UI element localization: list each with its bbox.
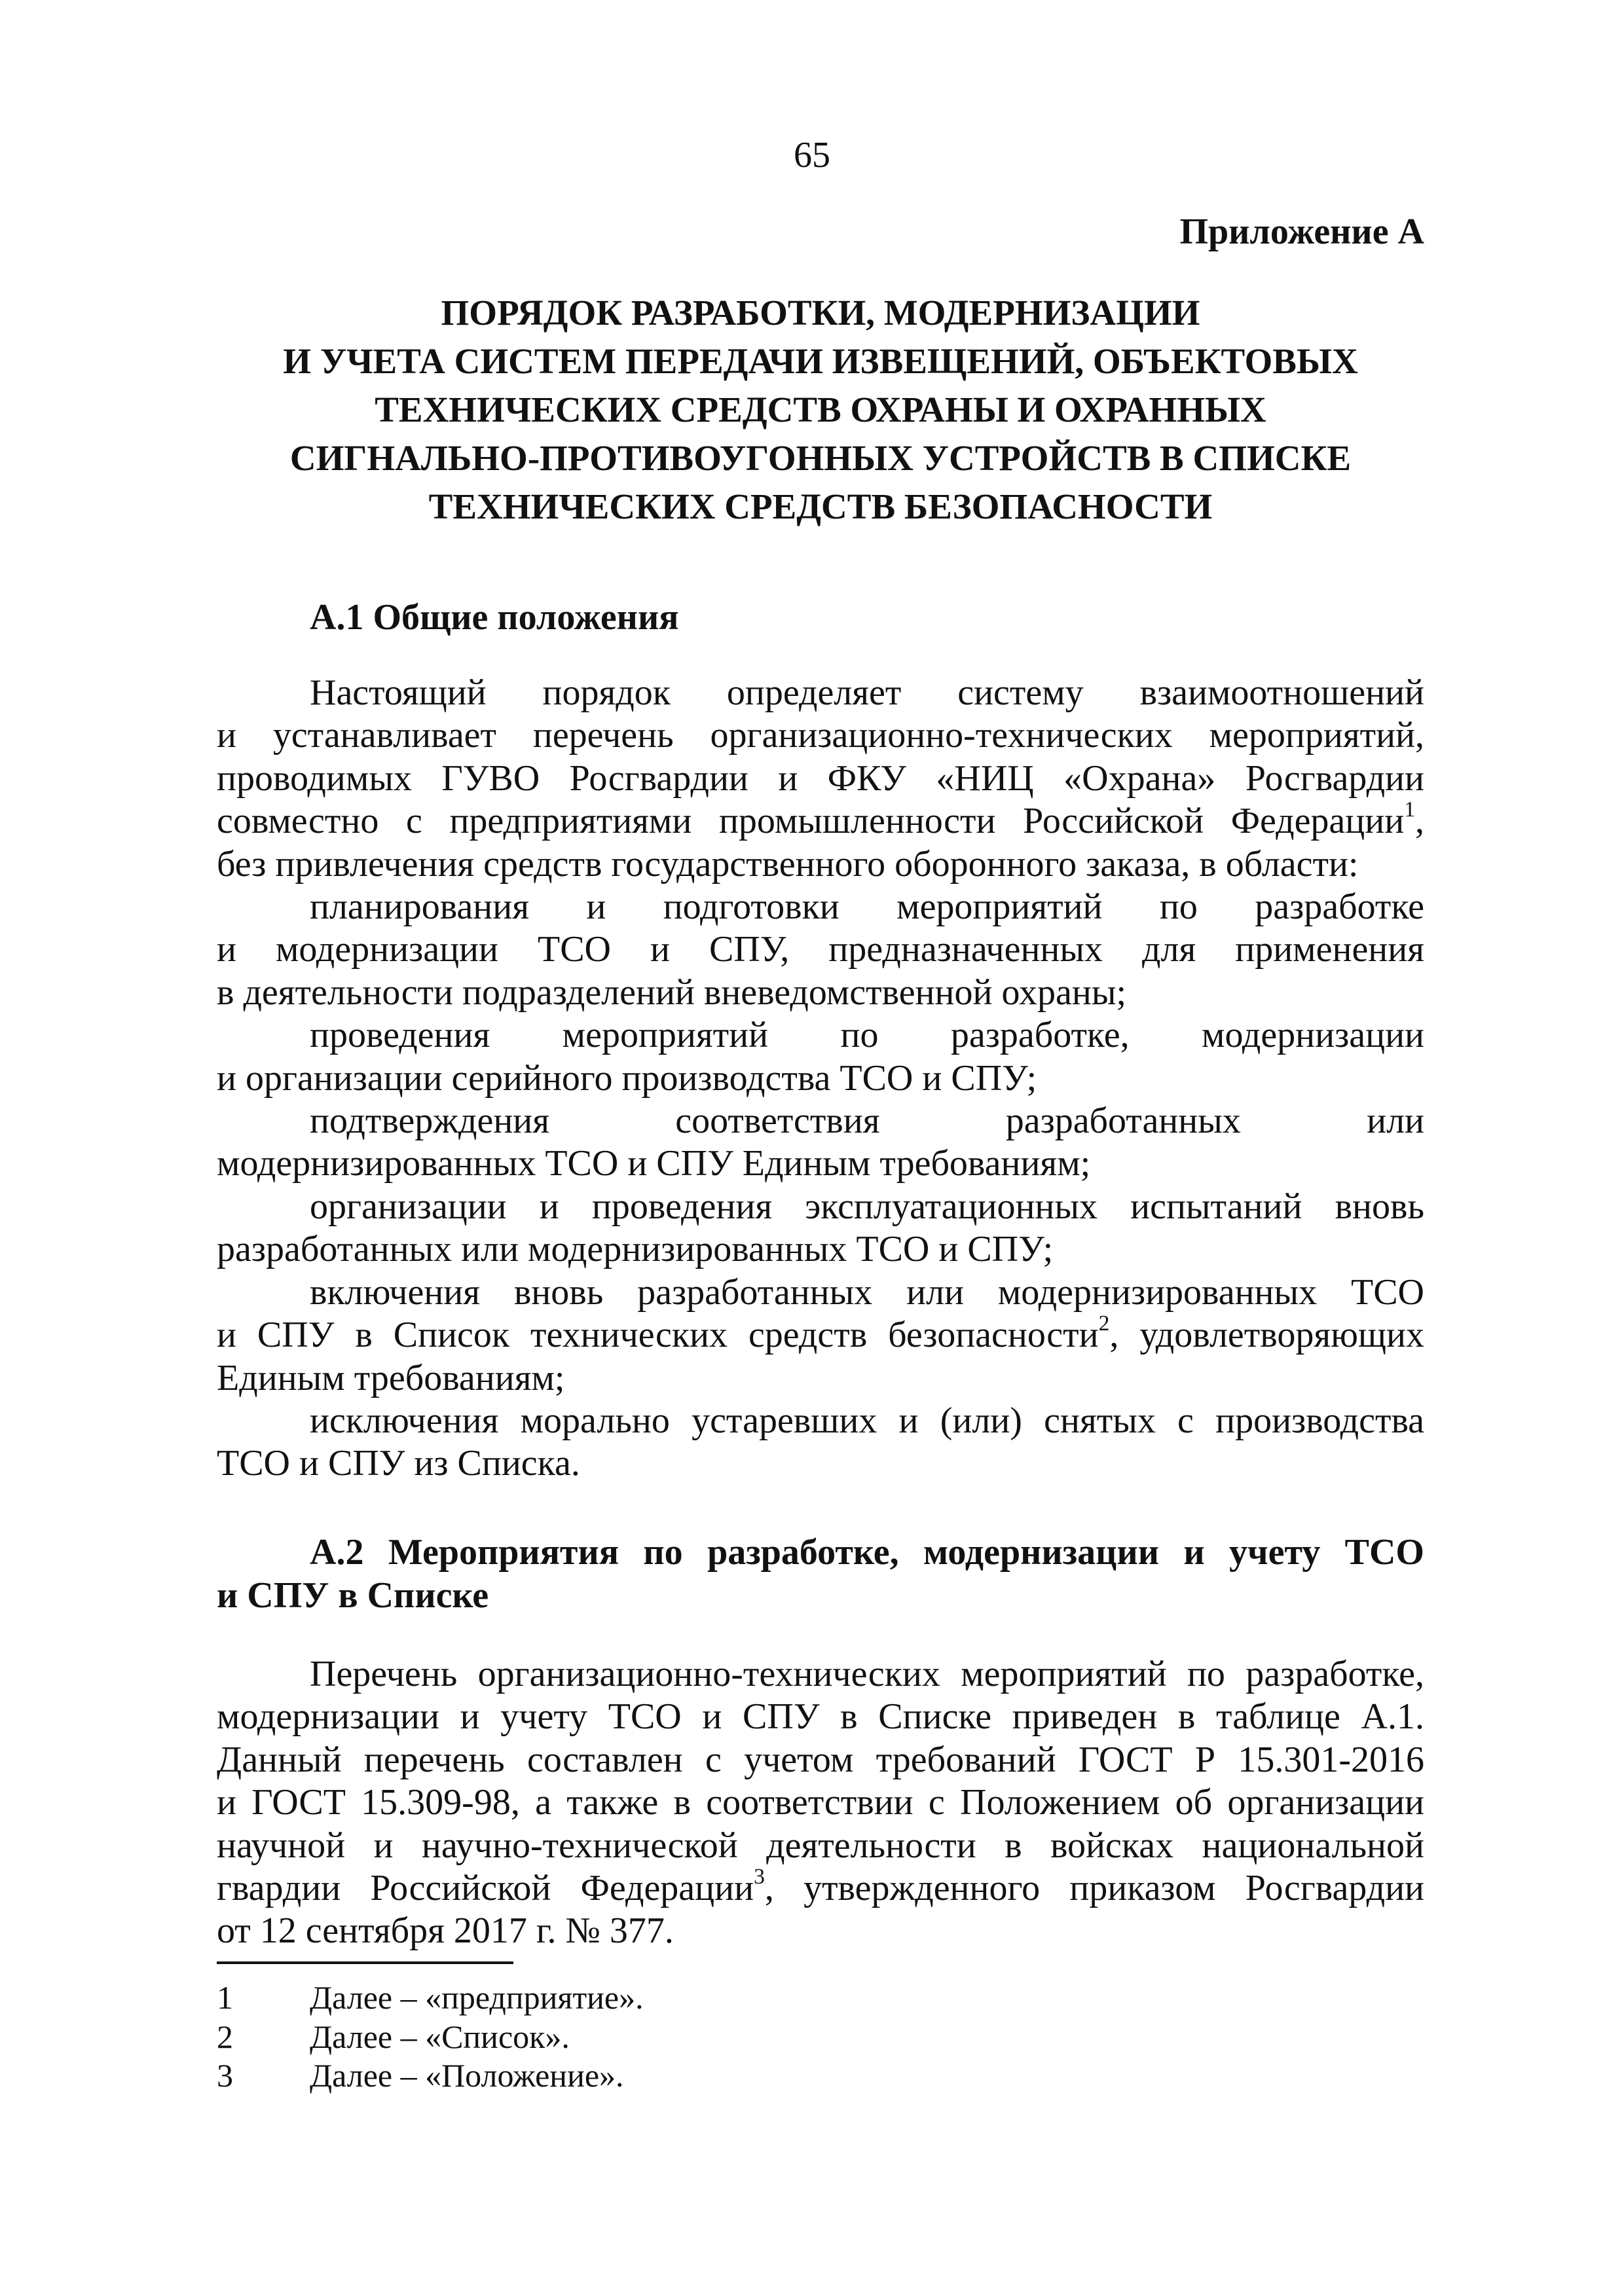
footnote-text: Далее – «Положение». — [310, 2057, 624, 2094]
text-line — [217, 1186, 1424, 1228]
footnote-separator — [217, 1961, 513, 1964]
text-line — [217, 1228, 1424, 1271]
footnote-text: Далее – «Список». — [310, 2018, 570, 2055]
appendix-label: Приложение А — [1179, 211, 1424, 252]
section-heading-a2 — [217, 1531, 1424, 1617]
text-segment: Перечень организационно-технических мероприятий по разработке, — [310, 1654, 1424, 1694]
text-segment: и устанавливает перечень организационно-технических мероприятий, — [217, 715, 1424, 756]
text-line — [217, 1864, 1425, 1910]
text-segment: подтверждения соответствия разработанных или — [310, 1101, 1424, 1142]
text-line — [217, 714, 1424, 757]
text-line — [217, 1100, 1424, 1142]
heading-line: А.2 Мероприятия по разработке, модернизации и учету ТСО — [310, 1532, 1424, 1573]
text-segment: и модернизации ТСО и СПУ, предназначенных для применения — [217, 929, 1424, 970]
text-line — [217, 1400, 1424, 1442]
footnotes — [217, 1978, 644, 2096]
footnote — [217, 1978, 644, 2018]
text-segment: проведения мероприятий по разработке, модернизации — [310, 1015, 1424, 1056]
heading-line: и СПУ в Списке — [217, 1575, 489, 1616]
text-line — [217, 886, 1424, 928]
text-line — [217, 1739, 1424, 1781]
text-line — [217, 1142, 1424, 1185]
footnote-reference: 1 — [1404, 797, 1415, 822]
text-segment: исключения морально устаревших и (или) снятых с производства — [310, 1400, 1424, 1441]
text-line — [217, 1057, 1424, 1100]
title-line: СИГНАЛЬНО-ПРОТИВОУГОННЫХ УСТРОЙСТВ В СПИСКЕ — [289, 438, 1352, 478]
text-segment: планирования и подготовки мероприятий по разработке — [310, 886, 1424, 928]
document-title — [217, 289, 1424, 531]
text-segment: Данный перечень составлен с учетом требований ГОСТ Р 15.301-2016 — [217, 1739, 1424, 1780]
text-segment: гвардии Российской Федерации — [217, 1868, 754, 1909]
footnote-reference: 3 — [754, 1864, 765, 1889]
text-segment: ТСО и СПУ из Списка. — [217, 1443, 580, 1484]
text-line — [217, 797, 1424, 843]
footnote-reference: 2 — [1098, 1311, 1110, 1336]
footnote-text: Далее – «предприятие». — [310, 1979, 644, 2016]
text-segment: модернизированных ТСО и СПУ Единым требованиям; — [217, 1143, 1091, 1184]
text-line — [217, 757, 1424, 800]
title-line: ТЕХНИЧЕСКИХ СРЕДСТВ ОХРАНЫ И ОХРАННЫХ — [375, 390, 1266, 429]
text-line — [217, 1653, 1424, 1696]
text-line — [217, 1014, 1424, 1057]
text-segment: без привлечения средств государственного оборонного заказа, в области: — [217, 843, 1359, 884]
text-segment: проводимых ГУВО Росгвардии и ФКУ «НИЦ «Охрана» Росгвардии — [217, 757, 1424, 799]
text-segment: в деятельности подразделений вневедомственной охраны; — [217, 972, 1127, 1013]
section-a1-body — [217, 672, 1424, 1485]
section-a2-body — [217, 1653, 1424, 1953]
text-segment: научной и научно-технической деятельности в войсках национальной — [217, 1825, 1424, 1866]
text-segment: модернизации и учету ТСО и СПУ в Списке приведен в таблице А.1. — [217, 1696, 1424, 1738]
text-segment: Единым требованиям; — [217, 1357, 565, 1398]
footnote-number: 3 — [217, 2057, 233, 2094]
text-segment: организации и проведения эксплуатационных испытаний вновь — [310, 1186, 1424, 1227]
text-segment: включения вновь разработанных или модернизированных ТСО — [310, 1271, 1424, 1313]
text-line — [217, 1271, 1424, 1314]
text-line — [217, 843, 1424, 886]
footnote-number: 1 — [217, 1979, 233, 2016]
title-line: ПОРЯДОК РАЗРАБОТКИ, МОДЕРНИЗАЦИИ — [441, 293, 1200, 333]
text-segment: и СПУ в Список технических средств безопасности — [217, 1315, 1099, 1356]
text-segment: и ГОСТ 15.309-98, а также в соответствии с Положением об организации — [217, 1782, 1424, 1823]
footnote — [217, 2056, 644, 2096]
footnote-number: 2 — [217, 2018, 233, 2055]
text-segment: от 12 сентября 2017 г. № 377. — [217, 1910, 674, 1952]
text-line — [217, 1311, 1424, 1357]
text-segment: и организации серийного производства ТСО и СПУ; — [217, 1057, 1037, 1099]
text-line — [217, 672, 1424, 714]
title-line: ТЕХНИЧЕСКИХ СРЕДСТВ БЕЗОПАСНОСТИ — [428, 486, 1213, 526]
text-segment: разработанных или модернизированных ТСО и СПУ; — [217, 1229, 1054, 1270]
text-line — [217, 1825, 1424, 1867]
text-segment: , — [1415, 801, 1424, 842]
text-line — [217, 1442, 1424, 1485]
text-line — [217, 972, 1424, 1014]
section-heading-a1: А.1 Общие положения — [310, 597, 679, 638]
text-line — [217, 1696, 1424, 1738]
title-line: И УЧЕТА СИСТЕМ ПЕРЕДАЧИ ИЗВЕЩЕНИЙ, ОБЪЕКТОВЫХ — [283, 341, 1358, 381]
text-segment: совместно с предприятиями промышленности Российской Федерации — [217, 801, 1405, 842]
footnote — [217, 2018, 644, 2057]
text-segment: , удовлетворяющих — [1109, 1315, 1424, 1356]
text-line — [217, 1781, 1424, 1824]
text-line — [217, 1357, 1424, 1400]
page-number: 65 — [794, 135, 830, 175]
text-segment: Настоящий порядок определяет систему взаимоотношений — [310, 672, 1424, 713]
text-line — [217, 928, 1424, 971]
text-line — [217, 1910, 1424, 1952]
text-segment: , утвержденного приказом Росгвардии — [764, 1868, 1425, 1909]
